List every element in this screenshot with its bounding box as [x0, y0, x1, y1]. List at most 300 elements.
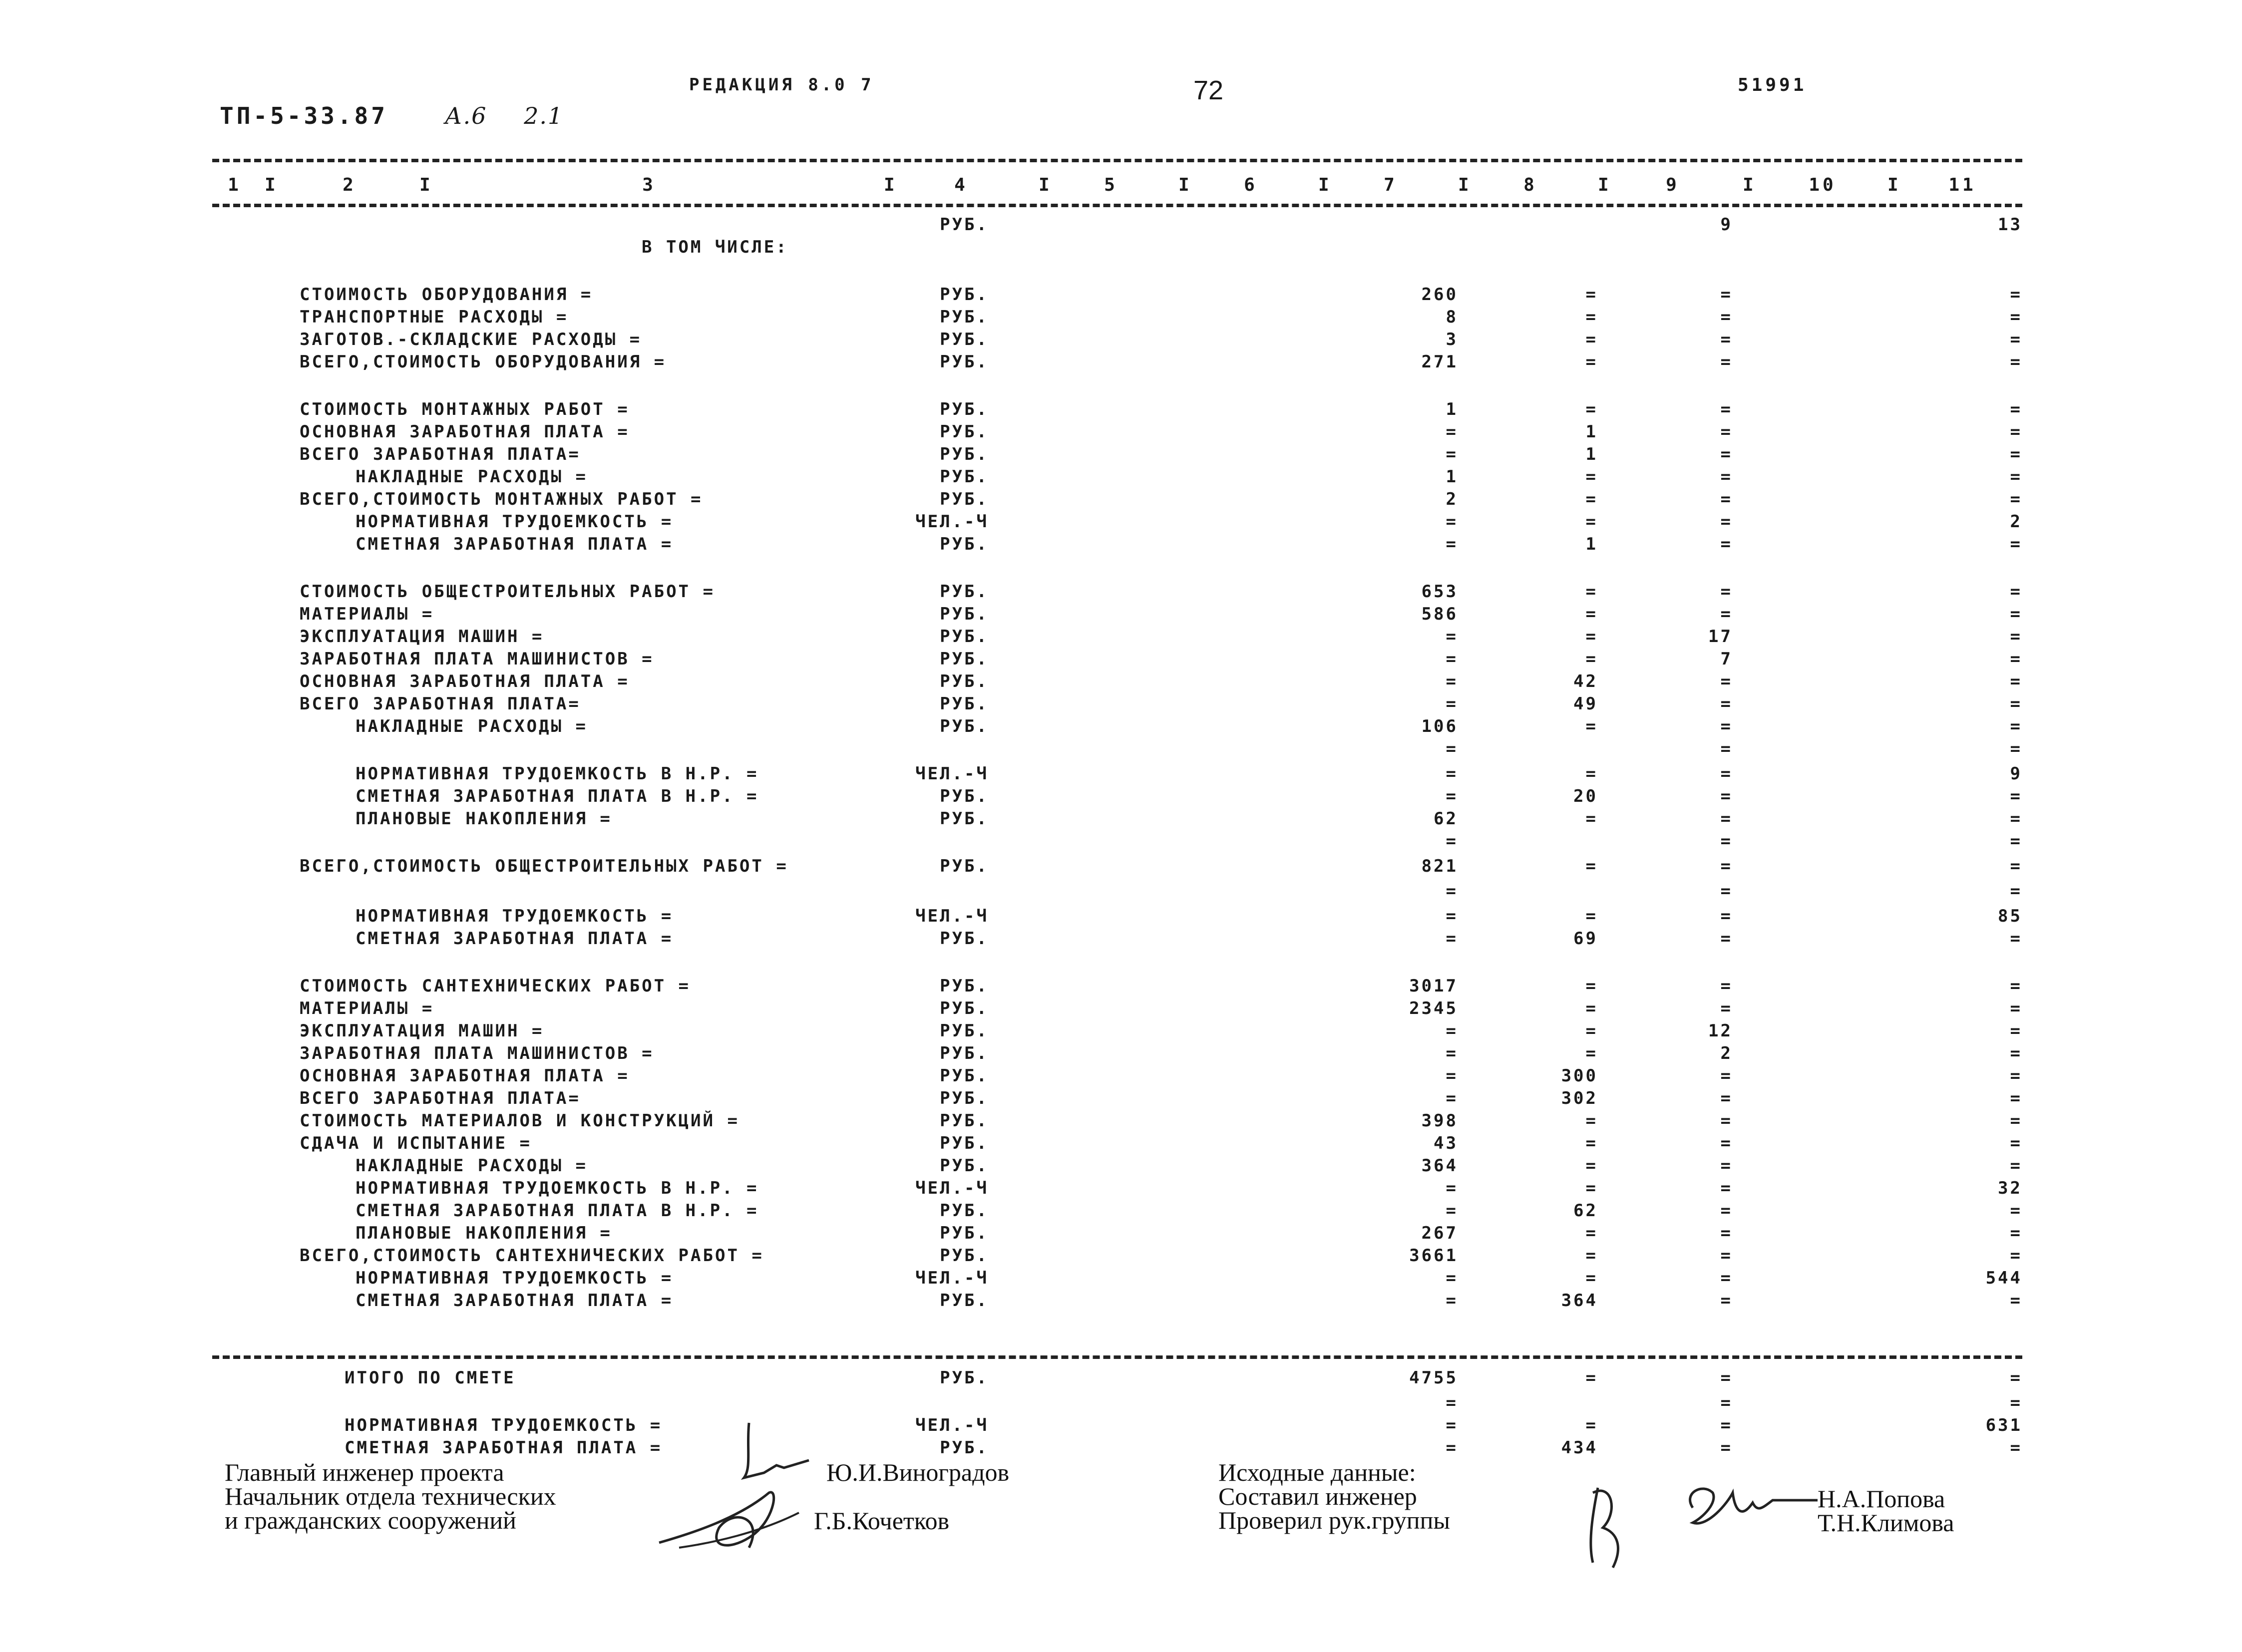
row-label: ЗАРАБОТНАЯ ПЛАТА МАШИНИСТОВ = — [300, 1043, 654, 1063]
row-unit: РУБ. — [940, 1043, 989, 1063]
row-label: СМЕТНАЯ ЗАРАБОТНАЯ ПЛАТА В Н.Р. = — [356, 786, 759, 806]
col7-value: 3661 — [1409, 1246, 1458, 1266]
col9-value: = — [1720, 1246, 1733, 1266]
col7-value: 267 — [1421, 1223, 1458, 1243]
col8-value: = — [1585, 352, 1598, 372]
table-row — [0, 489, 2242, 512]
table-row — [0, 831, 2242, 854]
table-row — [0, 1438, 2242, 1461]
table-row — [0, 1268, 2242, 1291]
row-unit: РУБ. — [940, 929, 989, 949]
col7-value: = — [1446, 1201, 1458, 1221]
handwritten-signature-right — [1583, 1473, 1823, 1573]
col7-value: = — [1446, 881, 1458, 901]
col7-value: 2345 — [1409, 998, 1458, 1018]
row-unit: РУБ. — [940, 1246, 989, 1266]
table-row — [0, 976, 2242, 999]
col9-value: = — [1720, 1415, 1733, 1435]
col8-value: = — [1585, 976, 1598, 996]
row-unit: РУБ. — [940, 604, 989, 624]
row-unit: РУБ. — [940, 627, 989, 647]
col9-value: = — [1720, 786, 1733, 806]
row-unit: РУБ. — [940, 422, 989, 442]
table-row — [0, 399, 2242, 422]
col9-value: = — [1720, 582, 1733, 602]
row-label: НОРМАТИВНАЯ ТРУДОЕМКОСТЬ = — [356, 512, 674, 532]
col8-value: = — [1585, 906, 1598, 926]
table-row — [0, 856, 2242, 879]
project-code-line — [220, 102, 563, 129]
col9-value: = — [1720, 1066, 1733, 1086]
row-label: ПЛАНОВЫЕ НАКОПЛЕНИЯ = — [356, 1223, 612, 1243]
column-separator: I — [884, 175, 898, 195]
col9-value: = — [1720, 1111, 1733, 1131]
row-unit: РУБ. — [940, 671, 989, 691]
col9-value: = — [1720, 976, 1733, 996]
row-label: ЗАГОТОВ.-СКЛАДСКИЕ РАСХОДЫ = — [300, 330, 642, 349]
col11-value: = — [2010, 444, 2022, 464]
row-label: СМЕТНАЯ ЗАРАБОТНАЯ ПЛАТА = — [356, 534, 674, 554]
col8-value: = — [1585, 604, 1598, 624]
row-unit: РУБ. — [940, 809, 989, 829]
col7-value: 398 — [1421, 1111, 1458, 1131]
col8-value: = — [1585, 1111, 1598, 1131]
row-unit: РУБ. — [940, 694, 989, 714]
col8-value: 364 — [1561, 1291, 1598, 1311]
col7-value: 4755 — [1409, 1368, 1458, 1388]
col7-value: = — [1446, 694, 1458, 714]
col8-value: = — [1585, 856, 1598, 876]
row-unit: ЧЕЛ.-Ч — [915, 906, 989, 926]
table-row — [0, 739, 2242, 762]
project-code: ТП-5-33.87 — [220, 102, 388, 129]
col9-value: = — [1720, 422, 1733, 442]
col9-value: = — [1720, 1088, 1733, 1108]
col8-value: = — [1585, 998, 1598, 1018]
col7-value: = — [1446, 649, 1458, 669]
col8-value: = — [1585, 1415, 1598, 1435]
col9-value: = — [1720, 1291, 1733, 1311]
col7-value: = — [1446, 1291, 1458, 1311]
column-number: 4 — [954, 175, 968, 195]
col8-value: = — [1585, 399, 1598, 419]
col11-value: = — [2010, 1291, 2022, 1311]
table-row — [0, 307, 2242, 330]
col7-value: 260 — [1421, 285, 1458, 305]
col9-value: = — [1720, 1156, 1733, 1176]
col9-value: 12 — [1708, 1021, 1733, 1041]
row-label: НАКЛАДНЫЕ РАСХОДЫ = — [356, 467, 588, 487]
col9-value: = — [1720, 352, 1733, 372]
col11-value: = — [2010, 489, 2022, 509]
col9-value: = — [1720, 1223, 1733, 1243]
col7-value: 8 — [1446, 307, 1458, 327]
row-unit: ЧЕЛ.-Ч — [915, 1178, 989, 1198]
column-separator: I — [265, 175, 279, 195]
col11-value: = — [2010, 881, 2022, 901]
source-data-title: Исходные данные: — [1218, 1458, 1416, 1486]
column-separator: I — [419, 175, 433, 195]
col11-value: = — [2010, 786, 2022, 806]
col7-value: 364 — [1421, 1156, 1458, 1176]
row-label: СТОИМОСТЬ ОБОРУДОВАНИЯ = — [300, 285, 593, 305]
col9-value: 7 — [1720, 649, 1733, 669]
col7-value: = — [1446, 1438, 1458, 1458]
column-separator: I — [1458, 175, 1472, 195]
department-head-name: Г.Б.Кочетков — [814, 1507, 950, 1535]
col11-value: = — [2010, 534, 2022, 554]
table-row — [0, 809, 2242, 832]
row-label: ВСЕГО,СТОИМОСТЬ САНТЕХНИЧЕСКИХ РАБОТ = — [300, 1246, 764, 1266]
col7-value: = — [1446, 831, 1458, 851]
col7-value: = — [1446, 1043, 1458, 1063]
col9-value: = — [1720, 998, 1733, 1018]
col11-value: = — [2010, 856, 2022, 876]
col11-value: = — [2010, 1393, 2022, 1413]
col9-value: = — [1720, 881, 1733, 901]
col7-value: = — [1446, 764, 1458, 784]
row-unit: РУБ. — [940, 1223, 989, 1243]
row-label: НОРМАТИВНАЯ ТРУДОЕМКОСТЬ В Н.Р. = — [356, 764, 759, 784]
col8-value: 1 — [1585, 422, 1598, 442]
row-label: ЗАРАБОТНАЯ ПЛАТА МАШИНИСТОВ = — [300, 649, 654, 669]
col7-value: 106 — [1421, 716, 1458, 736]
col11-value: = — [2010, 1021, 2022, 1041]
row-unit: РУБ. — [940, 534, 989, 554]
col7-value: = — [1446, 444, 1458, 464]
table-row — [0, 467, 2242, 490]
col11-value: = — [2010, 998, 2022, 1018]
col8-value: = — [1585, 1133, 1598, 1153]
table-row — [0, 1178, 2242, 1201]
col9-value: = — [1720, 467, 1733, 487]
col8-value: 300 — [1561, 1066, 1598, 1086]
compiler-name: Н.А.Попова — [1818, 1485, 1945, 1513]
row-label: ВСЕГО ЗАРАБОТНАЯ ПЛАТА= — [300, 444, 581, 464]
col7-value: = — [1446, 929, 1458, 949]
row-label: ВСЕГО,СТОИМОСТЬ ОБОРУДОВАНИЯ = — [300, 352, 667, 372]
col9-value: = — [1720, 671, 1733, 691]
col11-value: 85 — [1998, 906, 2022, 926]
col8-value: 1 — [1585, 444, 1598, 464]
col9-value: = — [1720, 330, 1733, 349]
row-unit: РУБ. — [940, 1201, 989, 1221]
row-label: НАКЛАДНЫЕ РАСХОДЫ = — [356, 1156, 588, 1176]
table-row — [0, 1021, 2242, 1044]
row-label: СМЕТНАЯ ЗАРАБОТНАЯ ПЛАТА В Н.Р. = — [356, 1201, 759, 1221]
col8-value: 1 — [1585, 534, 1598, 554]
column-number: 8 — [1523, 175, 1537, 195]
col9-value: = — [1720, 307, 1733, 327]
col9-value: 17 — [1708, 627, 1733, 647]
table-row — [0, 215, 2242, 238]
col8-value: = — [1585, 716, 1598, 736]
col7-value: 3017 — [1409, 976, 1458, 996]
table-row — [0, 1415, 2242, 1438]
col7-value: = — [1446, 512, 1458, 532]
col8-value: = — [1585, 1223, 1598, 1243]
row-unit: РУБ. — [940, 399, 989, 419]
col7-value: 2 — [1446, 489, 1458, 509]
col8-value: 62 — [1573, 1201, 1598, 1221]
handwritten-signature-left — [649, 1418, 829, 1568]
col11-value: = — [2010, 422, 2022, 442]
col11-value: = — [2010, 1156, 2022, 1176]
col8-value: = — [1585, 512, 1598, 532]
row-unit: РУБ. — [940, 444, 989, 464]
col7-value: 271 — [1421, 352, 1458, 372]
row-label: НОРМАТИВНАЯ ТРУДОЕМКОСТЬ В Н.Р. = — [356, 1178, 759, 1198]
table-row — [0, 237, 2242, 260]
section-number: 2.1 — [524, 102, 564, 129]
table-row — [0, 1133, 2242, 1156]
col11-value: = — [2010, 694, 2022, 714]
column-number: 2 — [343, 175, 357, 195]
row-label: СТОИМОСТЬ САНТЕХНИЧЕСКИХ РАБОТ = — [300, 976, 691, 996]
table-row — [0, 671, 2242, 694]
table-row — [0, 716, 2242, 739]
col11-value: 13 — [1998, 215, 2022, 235]
column-number: 1 — [228, 175, 242, 195]
row-unit: РУБ. — [940, 215, 989, 235]
row-label: МАТЕРИАЛЫ = — [300, 998, 434, 1018]
column-number: 6 — [1244, 175, 1258, 195]
column-number: 5 — [1104, 175, 1118, 195]
col9-value: = — [1720, 489, 1733, 509]
col7-value: = — [1446, 1178, 1458, 1198]
col9-value: = — [1720, 929, 1733, 949]
col7-value: 1 — [1446, 399, 1458, 419]
table-row — [0, 330, 2242, 352]
row-label: ВСЕГО ЗАРАБОТНАЯ ПЛАТА= — [300, 1088, 581, 1108]
checked-by-title: Проверил рук.группы — [1218, 1506, 1450, 1534]
col11-value: = — [2010, 1368, 2022, 1388]
album-number: А.6 — [444, 102, 487, 129]
row-unit: ЧЕЛ.-Ч — [915, 764, 989, 784]
col11-value: = — [2010, 330, 2022, 349]
col8-value: 42 — [1573, 671, 1598, 691]
row-unit: РУБ. — [940, 330, 989, 349]
row-unit: РУБ. — [940, 856, 989, 876]
table-top-rule — [212, 159, 2022, 162]
col11-value: 631 — [1985, 1415, 2022, 1435]
col8-value: = — [1585, 809, 1598, 829]
col7-value: = — [1446, 1088, 1458, 1108]
chief-engineer-name: Ю.И.Виноградов — [826, 1458, 1010, 1486]
col9-value: = — [1720, 1368, 1733, 1388]
col9-value: = — [1720, 444, 1733, 464]
col9-value: = — [1720, 694, 1733, 714]
column-number: 3 — [642, 175, 656, 195]
col8-value: = — [1585, 1246, 1598, 1266]
header-bottom-rule — [212, 204, 2022, 207]
table-row — [0, 604, 2242, 627]
col9-value: = — [1720, 512, 1733, 532]
signature-block-left — [225, 1460, 556, 1532]
row-label: ВСЕГО,СТОИМОСТЬ ОБЩЕСТРОИТЕЛЬНЫХ РАБОТ = — [300, 856, 788, 876]
col9-value: = — [1720, 764, 1733, 784]
col8-value: = — [1585, 649, 1598, 669]
column-number: 7 — [1384, 175, 1398, 195]
col8-value: 434 — [1561, 1438, 1598, 1458]
row-label: СТОИМОСТЬ ОБЩЕСТРОИТЕЛЬНЫХ РАБОТ = — [300, 582, 715, 602]
table-row — [0, 422, 2242, 445]
col8-value: 49 — [1573, 694, 1598, 714]
row-label: ВСЕГО,СТОИМОСТЬ МОНТАЖНЫХ РАБОТ = — [300, 489, 703, 509]
col7-value: = — [1446, 906, 1458, 926]
col7-value: = — [1446, 1021, 1458, 1041]
col9-value: = — [1720, 1133, 1733, 1153]
row-label: ОСНОВНАЯ ЗАРАБОТНАЯ ПЛАТА = — [300, 422, 630, 442]
row-unit: РУБ. — [940, 998, 989, 1018]
row-unit: РУБ. — [940, 1088, 989, 1108]
col11-value: = — [2010, 1043, 2022, 1063]
col11-value: = — [2010, 671, 2022, 691]
table-row — [0, 512, 2242, 535]
col9-value: 2 — [1720, 1043, 1733, 1063]
table-row — [0, 1368, 2242, 1391]
page-number: 72 — [1193, 75, 1224, 105]
row-label: В ТОМ ЧИСЛЕ: — [642, 237, 788, 257]
department-head-title: Начальник отдела технических — [225, 1482, 556, 1510]
row-unit: РУБ. — [940, 582, 989, 602]
column-separator: I — [1743, 175, 1757, 195]
col8-value: 69 — [1573, 929, 1598, 949]
row-label: ЭКСПЛУАТАЦИЯ МАШИН = — [300, 627, 544, 647]
column-separator: I — [1178, 175, 1192, 195]
col9-value: = — [1720, 831, 1733, 851]
col11-value: 9 — [2010, 764, 2022, 784]
col8-value: = — [1585, 467, 1598, 487]
row-unit: ЧЕЛ.-Ч — [915, 512, 989, 532]
col9-value: = — [1720, 1201, 1733, 1221]
table-row — [0, 1088, 2242, 1111]
col11-value: = — [2010, 976, 2022, 996]
row-unit: РУБ. — [940, 976, 989, 996]
col11-value: = — [2010, 352, 2022, 372]
row-unit: РУБ. — [940, 1133, 989, 1153]
col9-value: = — [1720, 604, 1733, 624]
col8-value: = — [1585, 1021, 1598, 1041]
column-number: 11 — [1948, 175, 1976, 195]
col8-value: = — [1585, 330, 1598, 349]
table-row — [0, 1201, 2242, 1224]
col8-value: = — [1585, 307, 1598, 327]
col8-value: = — [1585, 582, 1598, 602]
department-name: и гражданских сооружений — [225, 1506, 516, 1534]
col9-value: = — [1720, 739, 1733, 759]
col7-value: = — [1446, 739, 1458, 759]
col8-value: 302 — [1561, 1088, 1598, 1108]
table-row — [0, 534, 2242, 557]
col7-value: = — [1446, 1393, 1458, 1413]
column-separator: I — [1318, 175, 1332, 195]
row-unit: РУБ. — [940, 1156, 989, 1176]
col7-value: 62 — [1434, 809, 1458, 829]
table-row — [0, 786, 2242, 809]
col11-value: 32 — [1998, 1178, 2022, 1198]
row-label: НОРМАТИВНАЯ ТРУДОЕМКОСТЬ = — [356, 1268, 674, 1288]
col11-value: = — [2010, 307, 2022, 327]
col8-value: = — [1585, 1178, 1598, 1198]
table-row — [0, 929, 2242, 952]
col8-value: = — [1585, 1043, 1598, 1063]
signature-block-right — [1218, 1460, 1450, 1532]
col11-value: = — [2010, 285, 2022, 305]
column-separator: I — [1598, 175, 1612, 195]
col9-value: = — [1720, 534, 1733, 554]
col8-value: = — [1585, 1268, 1598, 1288]
col7-value: 821 — [1421, 856, 1458, 876]
edition-label: РЕДАКЦИЯ 8.0 7 — [689, 75, 874, 95]
row-unit: РУБ. — [940, 352, 989, 372]
col11-value: = — [2010, 716, 2022, 736]
col8-value: 20 — [1573, 786, 1598, 806]
col7-value: 3 — [1446, 330, 1458, 349]
totals-rule — [212, 1355, 2022, 1359]
col9-value: = — [1720, 1178, 1733, 1198]
row-unit: РУБ. — [940, 307, 989, 327]
col11-value: = — [2010, 1201, 2022, 1221]
column-separator: I — [1039, 175, 1053, 195]
row-label: ВСЕГО ЗАРАБОТНАЯ ПЛАТА= — [300, 694, 581, 714]
row-label: СТОИМОСТЬ МАТЕРИАЛОВ И КОНСТРУКЦИЙ = — [300, 1111, 740, 1131]
table-row — [0, 444, 2242, 467]
col11-value: = — [2010, 929, 2022, 949]
table-row — [0, 1246, 2242, 1269]
row-unit: РУБ. — [940, 1111, 989, 1131]
col8-value: = — [1585, 627, 1598, 647]
column-number: 9 — [1666, 175, 1680, 195]
col7-value: 43 — [1434, 1133, 1458, 1153]
document-code: 51991 — [1738, 75, 1807, 95]
column-number: 10 — [1809, 175, 1837, 195]
table-row — [0, 352, 2242, 375]
table-row — [0, 649, 2242, 672]
col7-value: = — [1446, 534, 1458, 554]
row-unit: РУБ. — [940, 1066, 989, 1086]
col11-value: = — [2010, 1088, 2022, 1108]
row-label: ОСНОВНАЯ ЗАРАБОТНАЯ ПЛАТА = — [300, 1066, 630, 1086]
col9-value: = — [1720, 856, 1733, 876]
column-separator: I — [1887, 175, 1901, 195]
col9-value: = — [1720, 1393, 1733, 1413]
table-row — [0, 285, 2242, 308]
chief-engineer-title: Главный инженер проекта — [225, 1458, 504, 1486]
row-label: СДАЧА И ИСПЫТАНИЕ = — [300, 1133, 532, 1153]
col9-value: = — [1720, 1438, 1733, 1458]
table-row — [0, 1111, 2242, 1134]
table-row — [0, 881, 2242, 904]
row-label: СТОИМОСТЬ МОНТАЖНЫХ РАБОТ = — [300, 399, 630, 419]
table-row — [0, 764, 2242, 787]
row-label: ТРАНСПОРТНЫЕ РАСХОДЫ = — [300, 307, 569, 327]
row-label: ОСНОВНАЯ ЗАРАБОТНАЯ ПЛАТА = — [300, 671, 630, 691]
col8-value: = — [1585, 1156, 1598, 1176]
table-row — [0, 582, 2242, 605]
table-row — [0, 1156, 2242, 1179]
col7-value: = — [1446, 1268, 1458, 1288]
table-row — [0, 1393, 2242, 1416]
col9-value: 9 — [1720, 215, 1733, 235]
col11-value: = — [2010, 582, 2022, 602]
row-unit: РУБ. — [940, 786, 989, 806]
col8-value: = — [1585, 489, 1598, 509]
col11-value: = — [2010, 1111, 2022, 1131]
row-unit: РУБ. — [940, 1368, 989, 1388]
table-row — [0, 1066, 2242, 1089]
row-label: НОРМАТИВНАЯ ТРУДОЕМКОСТЬ = — [356, 906, 674, 926]
